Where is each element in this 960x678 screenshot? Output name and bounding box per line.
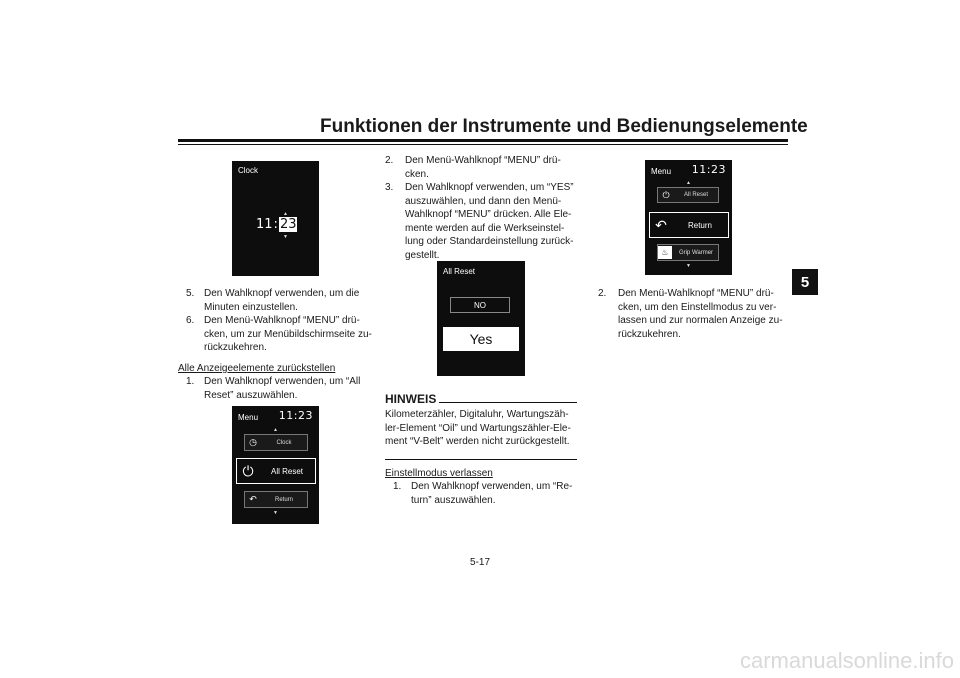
- header-rule-thin: [178, 144, 788, 145]
- menu-item-all-reset: ⏻ All Reset: [657, 187, 719, 203]
- page-number: 5-17: [469, 557, 490, 568]
- hinweis-end-rule: [385, 459, 577, 460]
- hinweis-heading: HINWEIS: [385, 392, 437, 406]
- step-3: 3. Den Wahlknopf verwenden, um “YES” auszuwählen, und dann den Menü-Wahlknopf “MENU” drücken. Alle Ele-mente werden auf die Werkseinstel-lung oder Standardeinstellung zurück-gestellt.: [385, 182, 574, 261]
- down-arrow-icon: ▼: [686, 263, 691, 269]
- menu-item-return: ↶ Return: [244, 491, 308, 508]
- return-icon: ↶: [249, 494, 257, 504]
- menu-item-grip-warmer: ♨ Grip Warmer: [657, 244, 719, 261]
- screen-title: Menu: [238, 413, 259, 422]
- option-no: NO: [450, 297, 510, 313]
- all-reset-screen: [437, 261, 525, 376]
- down-arrow-icon: ▼: [283, 234, 288, 240]
- down-arrow-icon: ▼: [273, 510, 278, 516]
- hinweis-text: Kilometerzähler, Digitaluhr, Wartungszäh-ler-Element “Oil” und Wartungszähler-Ele-ment “V-Belt” werden nicht zurückgestellt.: [385, 409, 571, 447]
- up-arrow-icon: ▲: [686, 180, 691, 186]
- hinweis-rule: [439, 402, 577, 403]
- menu-item-clock: ◷ Clock: [244, 434, 308, 451]
- menu-screen-all-reset: [232, 406, 319, 524]
- step-2-exit: 2. Den Menü-Wahlknopf “MENU” drü-cken, um den Einstellmodus zu ver-lassen und zur normalen Anzeige zu-rückzukehren.: [598, 288, 783, 340]
- watermark: carmanualsonline.info: [739, 648, 954, 673]
- page-title: Funktionen der Instrumente und Bedienungselemente: [320, 116, 808, 137]
- screen-time: 11:23: [691, 163, 726, 176]
- screen-title: Clock: [238, 166, 259, 175]
- up-arrow-icon: ▲: [273, 427, 278, 433]
- screen-time: 11:23: [278, 409, 313, 422]
- grip-warmer-icon: ♨: [658, 246, 672, 259]
- menu-item-return: ↶ Return: [649, 212, 729, 238]
- chapter-tab: 5: [792, 269, 818, 295]
- return-icon: ↶: [655, 216, 667, 233]
- step-5: 5. Den Wahlknopf verwenden, um die Minuten einzustellen.: [186, 288, 360, 313]
- clock-separator: :: [273, 217, 278, 232]
- section-heading-all-reset: Alle Anzeigeelemente zurückstellen: [178, 363, 336, 374]
- up-arrow-icon: ▲: [283, 211, 288, 217]
- clock-hours: 11: [256, 217, 273, 232]
- clock-minutes: 23: [279, 217, 297, 232]
- step-1-return: 1. Den Wahlknopf verwenden, um “Re-turn” auszuwählen.: [393, 481, 573, 506]
- power-icon: ⏻: [242, 462, 254, 479]
- screen-title: Menu: [651, 167, 672, 176]
- power-icon: ⏻: [662, 189, 670, 200]
- step-2: 2. Den Menü-Wahlknopf “MENU” drü-cken.: [385, 155, 561, 180]
- step-1-all-reset: 1. Den Wahlknopf verwenden, um “All Reset” auszuwählen.: [186, 376, 361, 401]
- clock-icon: ◷: [249, 437, 257, 447]
- step-6: 6. Den Menü-Wahlknopf “MENU” drü-cken, um zur Menübildschirmseite zu-rückzukehren.: [186, 315, 372, 353]
- screen-title: All Reset: [443, 267, 476, 276]
- menu-screen-return: [645, 160, 732, 275]
- clock-screen: [232, 161, 319, 276]
- header-rule: [178, 139, 788, 142]
- option-yes: Yes: [443, 327, 519, 351]
- menu-item-all-reset: ⏻ All Reset: [236, 458, 316, 484]
- section-heading-exit: Einstellmodus verlassen: [385, 468, 493, 479]
